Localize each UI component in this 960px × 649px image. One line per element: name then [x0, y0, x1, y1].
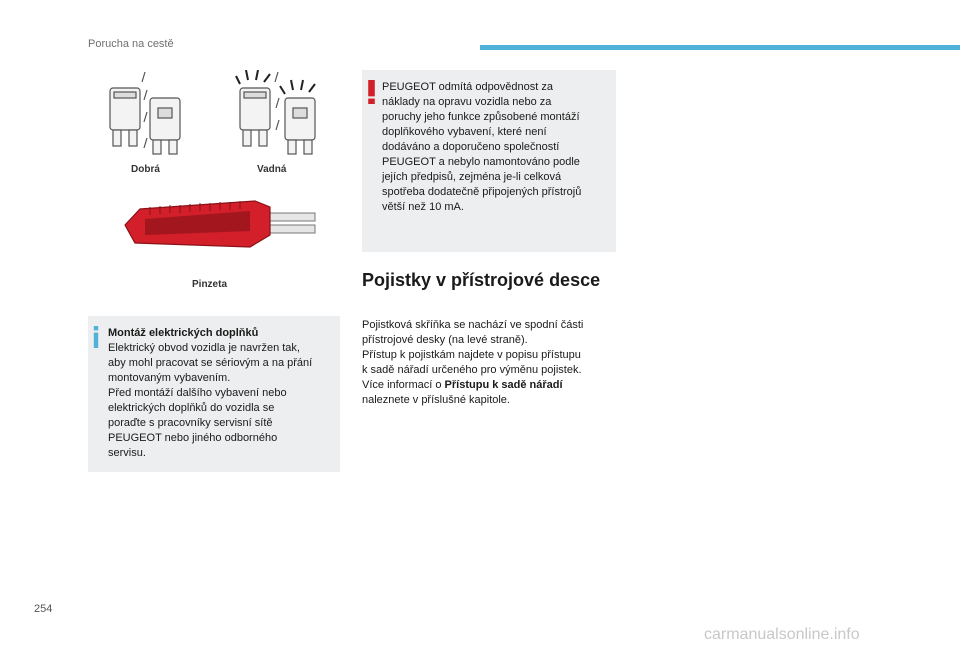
page-number: 254	[34, 603, 53, 615]
info-note	[88, 316, 340, 472]
tweezers-label: Pinzeta	[192, 279, 228, 290]
body-line: přístrojové desky (na levé straně).	[362, 334, 528, 346]
warning-note-line: PEUGEOT a nebylo namontováno podle	[382, 156, 580, 168]
info-note-line: aby mohl pracovat se sériovým a na přání	[108, 357, 313, 369]
tool-kit-reference: Přístupu k sadě nářadí	[444, 379, 563, 391]
warning-note-line: jejích předpisů, zejména je-li celková	[382, 171, 562, 183]
info-note-line: elektrických doplňků do vozidla se	[108, 402, 275, 414]
bad-fuse-icon	[240, 72, 315, 154]
body-line: naleznete v příslušné kapitole.	[362, 394, 510, 406]
info-icon	[93, 326, 99, 348]
warning-note-line: PEUGEOT odmítá odpovědnost za	[382, 81, 553, 93]
warning-note-line: spotřeba dodatečně připojených přístrojů	[382, 186, 582, 198]
warning-note-line: doplňkového vybavení, které není	[382, 126, 547, 138]
info-note-heading: Montáž elektrických doplňků	[108, 327, 259, 339]
header-accent-bar	[480, 45, 960, 50]
warning-note-line: větší než 10 mA.	[382, 201, 464, 213]
section-body	[362, 318, 612, 408]
warning-note-line: dodáváno a doporučeno společností	[382, 141, 560, 153]
body-line: k sadě nářadí určeného pro výměnu pojistek.	[362, 364, 582, 376]
warning-note-line: náklady na opravu vozidla nebo za	[382, 96, 552, 108]
warning-icon	[368, 80, 375, 104]
fuse-good-label: Dobrá	[131, 164, 160, 175]
info-note-line: poraďte s pracovníky servisní sítě	[108, 417, 273, 429]
warning-note	[362, 70, 616, 252]
info-note-line: PEUGEOT nebo jiného odborného	[108, 432, 278, 444]
info-note-line: servisu.	[108, 447, 146, 459]
fuse-bad-label: Vadná	[257, 164, 287, 175]
body-line-prefix: Více informací o	[362, 379, 445, 391]
fuse-tweezers-illustration	[120, 195, 325, 255]
body-line: Přístup k pojistkám najdete v popisu přístupu	[362, 349, 581, 361]
warning-note-line: poruchy jeho funkce způsobené montáží	[382, 111, 580, 123]
info-note-text	[108, 326, 336, 461]
section-title: Pojistky v přístrojové desce	[362, 270, 601, 290]
header-title: Porucha na cestě	[88, 38, 174, 50]
watermark: carmanualsonline.info	[704, 626, 860, 643]
good-fuse-icon	[110, 72, 180, 154]
warning-note-text	[382, 80, 608, 215]
body-line: Pojistková skříňka se nachází ve spodní části	[362, 319, 584, 331]
info-note-line: montovaným vybavením.	[108, 372, 231, 384]
info-note-line: Před montáží dalšího vybavení nebo	[108, 387, 287, 399]
info-note-line: Elektrický obvod vozidla je navržen tak,	[108, 342, 300, 354]
body-line	[362, 378, 612, 393]
